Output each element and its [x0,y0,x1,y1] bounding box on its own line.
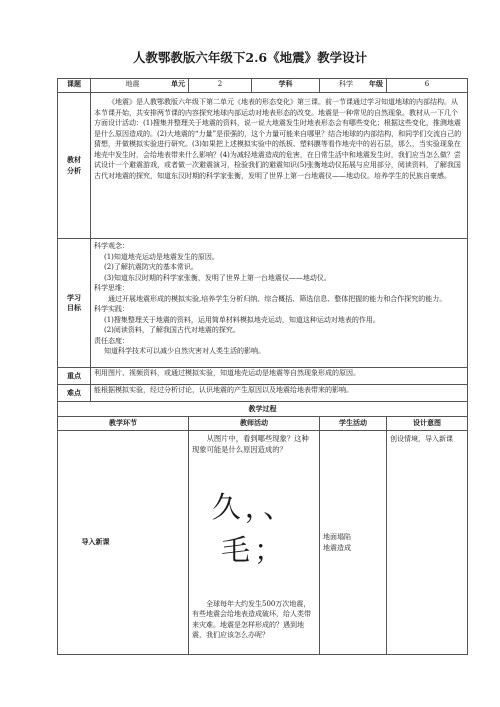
key-point-row [58,368,468,385]
objective-heading-concept: 科学观念： [94,242,129,250]
objective-attitude-text: 知道科学技术可以减少自然灾害对人类生活的影响。 [104,347,265,355]
key-point-text: 利用图片、视频资料，或通过模拟实验，知道地壳运动是地震等自然现象形成的原因。 [91,368,468,385]
objectives-label: 学习 目标 [58,239,91,368]
col-teacher: 教师活动 [189,417,320,431]
objectives-row [58,239,468,368]
objective-item: (2)阅读资料，了解我国古代对地震的探究。 [104,326,240,334]
label-course: 课题 [58,79,91,93]
col-stage-label: 教学环节 [109,418,137,428]
difficulty-text: 能根据模拟实验，经过分析讨论，认识地震的产生原因以及地震给地表带来的影响。 [91,385,468,402]
label-grade: 年级 [369,79,383,88]
process-title: 教学过程 [58,402,468,417]
teacher-paragraph: 全球每年大约发生500万次地震，有些地震会给地表造成破坏，给人类带来灾难。地震是怎样形成的？遇到地震，我们应该怎么办呢？ [192,599,311,640]
analysis-text: 《地震》是人教鄂教版六年级下第二单元《地表的形态变化》第三课。前一节课通过学习知道地球的内部结构。从本节课开始，共安排两节课的内容探究地球内部运动对地表形态的改变。地震是一种常见的自然现象。教材从一下几个方面设计活动：(1)搜集并整理关于地震的资料，说一说大地震发生时地表形态会有哪些变化；根据这些变化，推测地震是什么原因造成的。(2)大地震的“力量”是很强的，这个力量可能来自哪里？结合地球的内部结构，和同学们交流自己的猜想，并做模拟实验进行研究。(3)如果把上述模拟实验中的纸板、塑料膜等看作地壳中的岩石层，那么，当实验现象在地壳中发生时，会给地表带来什么影响？(4)为减轻地震造成的危害，在日常生活中和地震发生时，我们应当怎么做？尝试设计一个避震游戏，或者做一次避震演习，检验我们的避震知识(5)张衡地动仪拓展与应用部分，阅读资料，了解我国古代对地震的探究，知道东汉时期的科学家张衡，发明了世界上第一台地震仪——地动仪。培养学生的民族自豪感。 [94,98,462,180]
objectives-content [91,239,468,368]
objective-item: (3)知道东汉时期的科学家张衡，发明了世界上第一台地震仪——地动仪。 [104,273,331,282]
course-value [91,79,189,93]
objective-item: (1)搜集整理关于地震的资料，运用简单材料模拟地壳运动，知道这种运动对地表的作用。 [104,315,380,324]
student-activity: 地面塌陷 地震造成 [320,431,387,655]
process-header-row [58,417,468,431]
objective-heading-thinking: 科学思维： [94,284,129,292]
subject-value [320,79,387,93]
key-point-label: 重点 [58,368,91,385]
objective-thinking-text: 通过开展地震形成的模拟实验,培养学生分析归纳、综合概括、筛选信息、整体把握的能力和合作探究的能力。 [108,294,447,303]
label-unit: 单元 [171,79,185,88]
analysis-row [58,93,468,239]
intro-image-characters: 久，、毛； [211,489,297,568]
teacher-activity [189,431,320,655]
difficulty-row [58,385,468,402]
subject-name: 科学 [339,80,353,88]
analysis-content [91,93,468,239]
col-intent: 设计意图 [387,417,468,431]
analysis-label: 教材 分析 [58,93,91,239]
process-title-row [58,402,468,417]
teacher-question: 从图片中，看到哪些现象？这种现象可能是什么原因造成的？ [192,434,309,454]
course-name: 地震 [125,80,140,88]
objective-item: (1)知道地壳运动是地震发生的原因。 [104,252,219,261]
lesson-plan-table [57,78,468,655]
col-student: 学生活动 [320,417,387,431]
objective-heading-practice: 科学实践： [94,305,129,313]
objective-item: (2)了解抗震防灾的基本常识。 [104,263,198,271]
grade-value: 6 [387,79,468,93]
document-title: 人教鄂教版六年级下2.6《地震》教学设计 [132,50,368,65]
header-row [58,79,468,93]
label-subject: 学科 [252,79,320,93]
stage-intro: 导入新课 [58,431,189,655]
unit-value [189,79,252,93]
difficulty-label: 难点 [58,385,91,402]
col-stage [58,417,189,431]
process-row-intro [58,431,468,655]
objective-heading-attitude: 责任态度： [94,336,129,345]
design-intent: 创设情境，导入新课 [387,431,468,655]
unit-number: 2 [217,80,223,88]
